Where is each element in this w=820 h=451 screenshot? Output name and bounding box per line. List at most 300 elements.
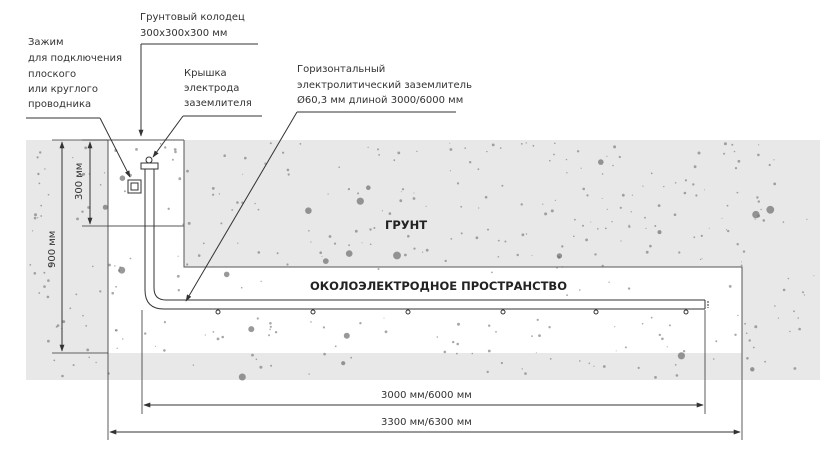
- speckle-dot: [118, 270, 120, 272]
- speckle-dot: [39, 151, 41, 153]
- speckle-dot: [737, 315, 738, 316]
- speckle-dot: [794, 367, 797, 370]
- clamp-label-line3: плоского: [28, 69, 77, 80]
- speckle-dot: [178, 177, 181, 180]
- speckle-dot: [241, 287, 243, 289]
- speckle-dot: [382, 210, 383, 211]
- speckle-dot: [287, 169, 290, 172]
- speckle-dot: [598, 159, 604, 165]
- speckle-dot: [756, 196, 758, 198]
- speckle-dot: [259, 366, 262, 369]
- speckle-dot: [472, 353, 474, 355]
- speckle-dot: [500, 147, 502, 149]
- speckle-dot: [308, 373, 309, 374]
- speckle-dot: [729, 285, 732, 288]
- cover-label-line1: Крышка: [184, 68, 227, 79]
- speckle-dot: [217, 338, 220, 341]
- speckle-dot: [544, 212, 547, 215]
- speckle-dot: [72, 157, 73, 158]
- speckle-dot: [551, 209, 554, 212]
- speckle-dot: [589, 363, 591, 365]
- speckle-dot: [521, 143, 523, 145]
- speckle-dot: [103, 205, 108, 210]
- speckle-dot: [220, 222, 222, 224]
- speckle-dot: [638, 367, 640, 369]
- speckle-dot: [651, 317, 653, 319]
- speckle-dot: [726, 229, 727, 230]
- speckle-dot: [366, 185, 371, 190]
- speckle-dot: [231, 209, 233, 211]
- speckle-dot: [485, 196, 488, 199]
- electrode-head: [141, 163, 158, 169]
- speckle-dot: [43, 285, 46, 288]
- speckle-dot: [579, 360, 581, 362]
- speckle-dot: [620, 207, 622, 209]
- speckle-dot: [667, 346, 668, 347]
- speckle-dot: [341, 361, 345, 365]
- speckle-dot: [174, 148, 177, 151]
- speckle-dot: [44, 168, 45, 169]
- speckle-dot: [248, 326, 254, 332]
- speckle-dot: [752, 211, 759, 218]
- speckle-dot: [542, 204, 543, 205]
- speckle-dot: [574, 219, 576, 221]
- speckle-dot: [724, 142, 727, 145]
- speckle-dot: [464, 147, 466, 149]
- speckle-dot: [407, 235, 410, 238]
- speckle-dot: [193, 364, 194, 365]
- speckle-dot: [460, 206, 462, 208]
- speckle-dot: [492, 144, 495, 147]
- speckle-dot: [399, 199, 402, 202]
- speckle-dot: [258, 209, 260, 211]
- speckle-dot: [335, 345, 337, 347]
- speckle-dot: [537, 319, 539, 321]
- speckle-dot: [122, 338, 123, 339]
- speckle-dot: [738, 160, 741, 163]
- speckle-dot: [491, 272, 493, 274]
- speckle-dot: [344, 333, 350, 339]
- speckle-dot: [212, 187, 215, 190]
- speckle-dot: [613, 145, 616, 148]
- speckle-dot: [614, 326, 615, 327]
- speckle-dot: [498, 240, 500, 242]
- speckle-dot: [47, 296, 50, 299]
- speckle-dot: [700, 259, 701, 260]
- speckle-dot: [631, 211, 632, 212]
- speckle-dot: [694, 165, 697, 168]
- speckle-dot: [219, 193, 220, 194]
- speckle-dot: [269, 329, 271, 331]
- speckle-dot: [524, 372, 527, 375]
- speckle-dot: [178, 289, 180, 291]
- speckle-dot: [684, 192, 687, 195]
- speckle-dot: [566, 294, 568, 296]
- speckle-dot: [92, 266, 94, 268]
- speckle-dot: [445, 260, 447, 262]
- electrode-label-line1: Горизонтальный: [297, 64, 386, 75]
- speckle-dot: [774, 305, 776, 307]
- speckle-dot: [73, 364, 75, 366]
- speckle-dot: [321, 256, 322, 257]
- speckle-dot: [416, 151, 417, 152]
- speckle-dot: [731, 144, 733, 146]
- speckle-dot: [329, 235, 332, 238]
- speckle-dot: [48, 194, 50, 196]
- speckle-dot: [802, 291, 804, 293]
- speckle-dot: [517, 254, 519, 256]
- speckle-dot: [450, 170, 451, 171]
- speckle-dot: [590, 222, 591, 223]
- speckle-dot: [692, 183, 694, 185]
- speckle-dot: [476, 236, 479, 239]
- speckle-dot: [413, 197, 416, 200]
- speckle-dot: [554, 143, 556, 145]
- speckle-dot: [100, 184, 102, 186]
- speckle-dot: [760, 209, 761, 210]
- speckle-dot: [469, 161, 471, 163]
- speckle-dot: [487, 371, 489, 373]
- speckle-dot: [76, 218, 79, 221]
- speckle-dot: [522, 368, 523, 369]
- speckle-dot: [135, 148, 138, 151]
- speckle-dot: [661, 338, 664, 341]
- speckle-dot: [426, 206, 427, 207]
- speckle-dot: [753, 347, 755, 349]
- speckle-dot: [164, 146, 166, 148]
- speckle-dot: [646, 251, 649, 254]
- speckle-dot: [498, 256, 500, 258]
- speckle-dot: [789, 331, 790, 332]
- speckle-dot: [84, 146, 87, 149]
- speckle-dot: [174, 151, 177, 154]
- speckle-dot: [727, 230, 729, 232]
- speckle-dot: [562, 266, 564, 268]
- speckle-dot: [804, 294, 805, 295]
- speckle-dot: [461, 232, 463, 234]
- speckle-dot: [323, 258, 329, 264]
- speckle-dot: [723, 153, 725, 155]
- speckle-dot: [603, 365, 606, 368]
- clamp-label-line2: для подключения: [28, 53, 123, 64]
- speckle-dot: [37, 173, 39, 175]
- speckle-dot: [426, 249, 429, 252]
- speckle-dot: [685, 179, 687, 181]
- speckle-dot: [40, 205, 42, 207]
- speckle-dot: [119, 266, 121, 268]
- speckle-dot: [757, 154, 760, 157]
- speckle-dot: [737, 243, 739, 245]
- electrode-label-line2: электролитический заземлитель: [297, 80, 472, 91]
- speckle-dot: [357, 198, 364, 205]
- speckle-dot: [144, 332, 146, 334]
- speckle-dot: [746, 333, 748, 335]
- speckle-dot: [550, 358, 552, 360]
- speckle-dot: [585, 239, 588, 242]
- speckle-dot: [704, 189, 705, 190]
- speckle-dot: [607, 209, 608, 210]
- speckle-dot: [658, 204, 661, 207]
- speckle-dot: [117, 348, 118, 349]
- speckle-dot: [577, 150, 579, 152]
- speckle-dot: [531, 335, 533, 337]
- speckle-dot: [236, 201, 239, 204]
- speckle-dot: [457, 182, 459, 184]
- speckle-dot: [669, 324, 671, 326]
- speckle-dot: [81, 211, 83, 213]
- speckle-dot: [62, 320, 65, 323]
- speckle-dot: [722, 218, 723, 219]
- speckle-dot: [450, 238, 452, 240]
- speckle-dot: [556, 267, 558, 269]
- speckle-dot: [444, 351, 447, 354]
- speckle-dot: [727, 205, 729, 207]
- speckle-dot: [750, 367, 754, 371]
- speckle-dot: [651, 173, 653, 175]
- speckle-dot: [678, 251, 680, 253]
- speckle-dot: [163, 349, 166, 352]
- speckle-dot: [734, 334, 736, 336]
- speckle-dot: [319, 251, 322, 254]
- speckle-dot: [362, 242, 363, 243]
- near-electrode-label: ОКОЛОЭЛЕКТРОДНОЕ ПРОСТРАНСТВО: [310, 279, 567, 293]
- speckle-dot: [642, 323, 644, 325]
- speckle-dot: [348, 244, 350, 246]
- speckle-dot: [788, 278, 790, 280]
- speckle-dot: [764, 361, 766, 363]
- speckle-dot: [632, 195, 633, 196]
- speckle-dot: [581, 168, 582, 169]
- speckle-dot: [743, 250, 745, 252]
- speckle-dot: [597, 228, 599, 230]
- speckle-dot: [654, 376, 657, 379]
- speckle-dot: [221, 336, 224, 339]
- speckle-dot: [713, 358, 715, 360]
- speckle-dot: [501, 362, 503, 364]
- speckle-dot: [755, 219, 756, 220]
- speckle-dot: [608, 282, 609, 283]
- speckle-dot: [254, 203, 255, 204]
- speckle-dot: [186, 263, 188, 265]
- speckle-dot: [602, 198, 603, 199]
- speckle-dot: [348, 188, 350, 190]
- speckle-dot: [47, 279, 50, 282]
- speckle-dot: [620, 240, 621, 241]
- speckle-dot: [270, 142, 272, 144]
- speckle-dot: [95, 362, 96, 363]
- speckle-dot: [286, 263, 288, 265]
- speckle-dot: [404, 254, 407, 257]
- speckle-dot: [310, 241, 311, 242]
- speckle-dot: [357, 192, 359, 194]
- speckle-dot: [778, 318, 779, 319]
- speckle-dot: [557, 253, 562, 258]
- speckle-dot: [766, 206, 774, 214]
- speckle-dot: [239, 374, 246, 381]
- speckle-dot: [69, 307, 71, 309]
- speckle-dot: [120, 175, 126, 181]
- speckle-dot: [256, 359, 258, 361]
- speckle-dot: [663, 186, 664, 187]
- speckle-dot: [56, 326, 58, 328]
- speckle-dot: [744, 323, 746, 325]
- speckle-dot: [310, 321, 312, 323]
- speckle-dot: [104, 172, 105, 173]
- clamp-label-line5: проводника: [28, 99, 92, 110]
- speckle-dot: [393, 159, 395, 161]
- speckle-dot: [612, 165, 614, 167]
- speckle-dot: [269, 322, 272, 325]
- speckle-dot: [737, 192, 739, 194]
- speckle-dot: [75, 294, 77, 296]
- speckle-dot: [521, 203, 523, 205]
- speckle-dot: [47, 340, 50, 343]
- speckle-dot: [205, 334, 206, 335]
- speckle-dot: [350, 357, 352, 359]
- speckle-dot: [695, 194, 697, 196]
- speckle-dot: [257, 317, 259, 319]
- well-label-line1: Грунтовый колодец: [140, 12, 245, 23]
- speckle-dot: [675, 182, 677, 184]
- speckle-dot: [155, 346, 156, 347]
- speckle-dot: [397, 152, 400, 155]
- speckle-dot: [495, 331, 497, 333]
- speckle-dot: [586, 194, 588, 196]
- speckle-dot: [548, 326, 550, 328]
- speckle-dot: [203, 243, 205, 245]
- speckle-dot: [242, 174, 243, 175]
- speckle-dot: [369, 228, 371, 230]
- speckle-dot: [566, 159, 567, 160]
- speckle-dot: [456, 353, 458, 355]
- speckle-dot: [602, 173, 604, 175]
- speckle-dot: [34, 272, 37, 275]
- speckle-dot: [168, 208, 170, 210]
- speckle-dot: [449, 143, 450, 144]
- speckle-dot: [172, 159, 174, 161]
- speckle-dot: [328, 193, 329, 194]
- speckle-dot: [555, 200, 556, 201]
- speckle-dot: [606, 156, 607, 157]
- speckle-dot: [370, 244, 372, 246]
- speckle-dot: [582, 188, 585, 191]
- speckle-dot: [741, 261, 742, 262]
- speckle-dot: [734, 151, 736, 153]
- speckle-dot: [282, 152, 284, 154]
- speckle-dot: [37, 156, 39, 158]
- speckle-dot: [658, 230, 662, 234]
- speckle-dot: [531, 255, 532, 256]
- speckle-dot: [237, 243, 238, 244]
- speckle-dot: [675, 364, 677, 366]
- speckle-dot: [566, 172, 567, 173]
- speckle-dot: [582, 225, 584, 227]
- speckle-dot: [561, 245, 563, 247]
- speckle-dot: [645, 228, 646, 229]
- speckle-dot: [323, 353, 326, 356]
- speckle-dot: [674, 213, 677, 216]
- speckle-dot: [504, 241, 506, 243]
- speckle-dot: [701, 235, 703, 237]
- speckle-dot: [798, 328, 801, 331]
- speckle-dot: [288, 173, 290, 175]
- speckle-dot: [212, 194, 214, 196]
- speckle-dot: [277, 252, 279, 254]
- speckle-dot: [111, 292, 114, 295]
- speckle-dot: [88, 357, 90, 359]
- dim-3300-label: 3300 мм/6300 мм: [381, 417, 472, 428]
- speckle-dot: [182, 224, 184, 226]
- speckle-dot: [773, 159, 774, 160]
- speckle-dot: [678, 352, 685, 359]
- clamp-label-line4: или круглого: [28, 84, 99, 95]
- speckle-dot: [813, 275, 814, 276]
- speckle-dot: [186, 170, 189, 173]
- speckle-dot: [793, 310, 795, 312]
- speckle-dot: [99, 290, 101, 292]
- speckle-dot: [649, 245, 652, 248]
- speckle-dot: [457, 323, 460, 326]
- speckle-dot: [659, 334, 661, 336]
- speckle-dot: [749, 339, 751, 341]
- speckle-dot: [487, 229, 489, 231]
- speckle-dot: [602, 265, 604, 267]
- speckle-dot: [178, 256, 179, 257]
- speckle-dot: [422, 252, 423, 253]
- speckle-dot: [605, 228, 607, 230]
- speckle-dot: [625, 346, 627, 348]
- speckle-dot: [124, 190, 126, 192]
- speckle-dot: [82, 315, 84, 317]
- speckle-dot: [355, 230, 358, 233]
- speckle-dot: [359, 322, 361, 324]
- speckle-dot: [622, 194, 625, 197]
- speckle-dot: [338, 166, 340, 168]
- speckle-dot: [377, 148, 379, 150]
- speckle-dot: [114, 265, 115, 266]
- speckle-dot: [198, 254, 201, 257]
- speckle-dot: [268, 334, 270, 336]
- speckle-dot: [573, 236, 575, 238]
- speckle-dot: [769, 164, 771, 166]
- speckle-dot: [593, 366, 594, 367]
- speckle-dot: [616, 350, 617, 351]
- speckle-dot: [488, 350, 491, 353]
- speckle-dot: [188, 222, 191, 225]
- speckle-dot: [393, 252, 401, 260]
- speckle-dot: [533, 145, 535, 147]
- speckle-dot: [536, 352, 537, 353]
- speckle-dot: [553, 154, 555, 156]
- speckle-dot: [32, 230, 33, 231]
- speckle-dot: [619, 156, 621, 158]
- speckle-dot: [715, 340, 717, 342]
- speckle-dot: [213, 331, 215, 333]
- speckle-dot: [108, 264, 111, 267]
- speckle-dot: [783, 289, 786, 292]
- speckle-dot: [806, 219, 807, 220]
- cover-label-line3: заземлителя: [184, 98, 252, 109]
- clamp: [128, 180, 141, 193]
- speckle-dot: [401, 191, 402, 192]
- speckle-dot: [450, 148, 453, 151]
- speckle-dot: [34, 217, 37, 220]
- speckle-dot: [37, 217, 38, 218]
- electrode-cover: [146, 157, 152, 163]
- speckle-dot: [29, 264, 31, 266]
- speckle-dot: [702, 258, 703, 259]
- speckle-dot: [115, 330, 117, 332]
